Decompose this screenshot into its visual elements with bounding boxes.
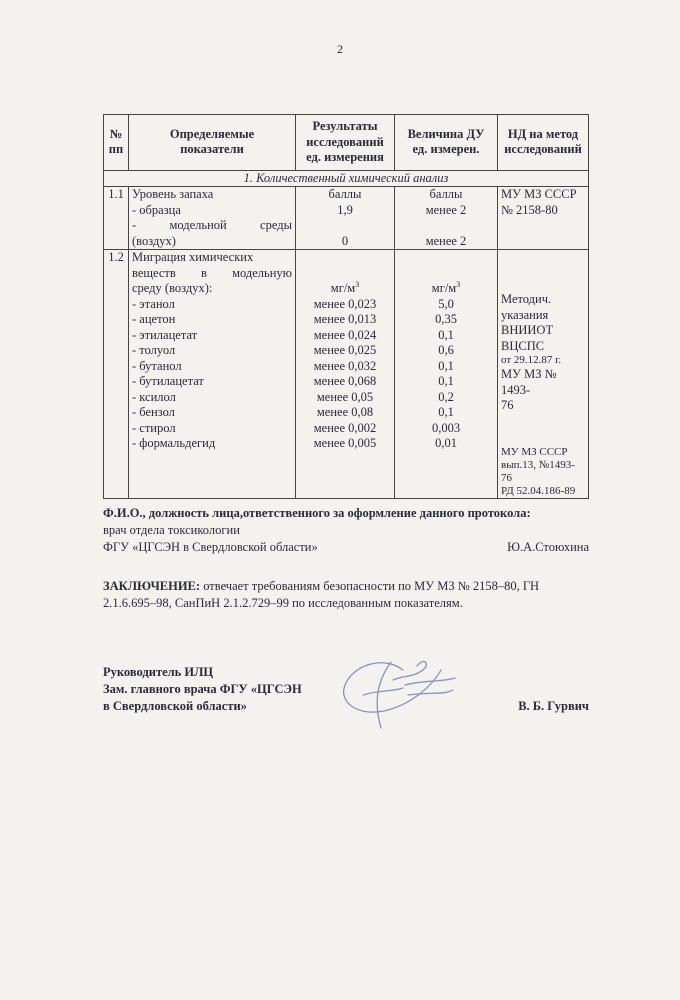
page-number: 2 <box>337 42 343 56</box>
responsible-org-line <box>103 539 589 556</box>
result-cell: баллы 1,9 0 <box>296 187 395 250</box>
conclusion-label: ЗАКЛЮЧЕНИЕ: <box>103 579 201 593</box>
signer-title-2: Зам. главного врача ФГУ «ЦГСЭН <box>103 682 302 696</box>
responsible-name: Ю.А.Стоюхина <box>507 540 589 554</box>
responsible-person-block <box>103 505 589 556</box>
du-cell: $мг/м^3$ 5,0 0,35 0,1 0,6 0,1 0,1 0,2 0,1 0,003 0,01 <box>395 250 498 499</box>
responsible-org: ФГУ «ЦГСЭН в Свердловской области» <box>103 540 318 554</box>
section-title-row <box>104 170 589 187</box>
nd-cell: МУ МЗ СССР № 2158-80 <box>498 187 589 250</box>
signer-title-3: в Свердловской области» <box>103 699 247 713</box>
conclusion-text: отвечает требованиям безопасности по МУ МЗ № 2158–80, ГН 2.1.6.695–98, СанПиН 2.1.2.729–99 по исследованным показателям. <box>103 579 540 610</box>
du-unit: $мг/м^3$ <box>431 279 461 295</box>
header-du: Величина ДУ ед. измерен. <box>395 115 498 171</box>
header-num: № пп <box>104 115 129 171</box>
indicator-cell: Миграция химических веществ в модельную среду (воздух): - этанол - ацетон - этилацетат - толуол - бутанол - бутилацетат - ксилол - бензол - стирол - формальдегид <box>129 250 296 499</box>
header-indicator: Определяемые показатели <box>129 115 296 171</box>
table-header-row <box>104 115 589 171</box>
responsible-heading: Ф.И.О., должность лица,ответственного за оформление данного протокола: <box>103 506 531 520</box>
row-number: 1.1 <box>104 187 129 250</box>
signer-title-1: Руководитель ИЛЦ <box>103 665 214 679</box>
nd-cell: Методич. указания ВНИИОТ ВЦСПС от 29.12.87 г. МУ МЗ № 1493- 76 МУ МЗ СССР вып.13, №1493-76 РД 52.04.186-89 <box>498 250 589 499</box>
signer-name: В. Б. Гурвич <box>518 699 589 713</box>
table-row <box>104 250 589 499</box>
responsible-position: врач отдела токсикологии <box>103 523 240 537</box>
section-title: 1. Количественный химический анализ <box>104 170 589 187</box>
row-number: 1.2 <box>104 250 129 499</box>
result-cell: $мг/м^3$ менее 0,023 менее 0,013 менее 0,024 менее 0,025 менее 0,032 менее 0,068 менее 0,05 менее 0,08 менее 0,002 менее 0,005 <box>296 250 395 499</box>
du-cell: баллы менее 2 менее 2 <box>395 187 498 250</box>
result-unit: $мг/м^3$ <box>330 279 360 295</box>
results-table <box>103 114 589 499</box>
handwritten-signature <box>333 640 463 735</box>
table-row <box>104 187 589 250</box>
indicator-cell: Уровень запаха - образца - модельной среды (воздух) <box>129 187 296 250</box>
header-results: Результаты исследований ед. измерения <box>296 115 395 171</box>
conclusion-block <box>103 578 589 612</box>
header-nd: НД на метод исследований <box>498 115 589 171</box>
